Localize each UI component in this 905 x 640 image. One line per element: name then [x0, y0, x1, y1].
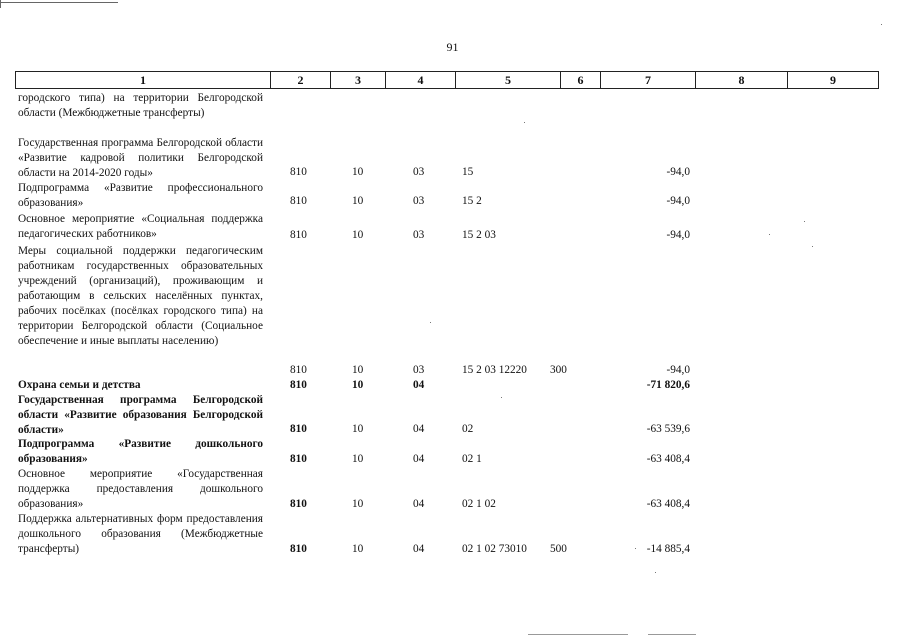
row-expense-type: 300	[550, 364, 567, 376]
row-subsection: 04	[413, 498, 425, 510]
row-section: 10	[352, 498, 364, 510]
row-admin-code: 810	[290, 498, 307, 510]
table-row-description: Меры социальной поддержки педагогическим работникам государственных образовательных учреждений (организаций), проживающим и работающим в сельских населённых пунктах, рабочих посёлках (посёлках городского типа) на территории Белгородской области (Социальное обеспечение и иные выплаты населению)	[18, 245, 263, 347]
table-row-description: Государственная программа Белгородской области «Развитие образования Белгородской области»	[18, 394, 263, 436]
scan-speck	[812, 246, 813, 247]
header-col-7: 7	[601, 72, 696, 88]
row-admin-code: 810	[290, 423, 307, 435]
row-amount: -14 885,4	[646, 543, 690, 555]
table-header	[15, 71, 879, 89]
row-target-article: 02 1 02	[462, 498, 496, 510]
row-admin-code: 810	[290, 195, 307, 207]
row-section: 10	[352, 379, 364, 391]
row-section: 10	[352, 364, 364, 376]
row-target-article: 02	[462, 423, 474, 435]
row-target-article: 02 1 02 73010	[462, 543, 527, 555]
header-col-9: 9	[830, 73, 836, 87]
row-admin-code: 810	[290, 364, 307, 376]
scan-speck	[655, 572, 656, 573]
header-col-4: 4	[386, 72, 456, 88]
row-amount: -94,0	[666, 166, 690, 178]
scan-artifact-line	[528, 634, 628, 635]
header-col-1: 1	[16, 72, 271, 88]
table-row-description: Подпрограмма «Развитие дошкольного образования»	[18, 438, 263, 465]
row-amount: -94,0	[666, 229, 690, 241]
row-section: 10	[352, 166, 364, 178]
table-row-description: Основное мероприятие «Государственная поддержка предоставления дошкольного образования»	[18, 468, 263, 510]
row-target-article: 15 2	[462, 195, 482, 207]
header-col-3: 3	[331, 72, 386, 88]
table-row-description: Охрана семьи и детства	[18, 379, 141, 391]
row-subsection: 03	[413, 195, 425, 207]
table-row-description: Подпрограмма «Развитие профессионального образования»	[18, 182, 263, 209]
row-section: 10	[352, 195, 364, 207]
scan-speck	[501, 397, 502, 398]
row-amount: -63 408,4	[646, 453, 690, 465]
row-amount: -63 539,6	[646, 423, 690, 435]
row-section: 10	[352, 423, 364, 435]
row-admin-code: 810	[290, 229, 307, 241]
row-target-article: 15 2 03 12220	[462, 364, 527, 376]
scan-artifact-line	[0, 2, 118, 3]
table-row-description: Поддержка альтернативных форм предоставления дошкольного образования (Межбюджетные трансферты)	[18, 513, 263, 555]
row-amount: -71 820,6	[646, 379, 690, 391]
scan-speck	[804, 221, 805, 222]
scan-speck	[635, 548, 636, 549]
header-col-8: 8	[696, 72, 788, 88]
scan-speck	[881, 24, 882, 25]
scan-speck	[769, 234, 770, 235]
row-expense-type: 500	[550, 543, 567, 555]
scan-speck	[524, 122, 525, 123]
row-admin-code: 810	[290, 379, 307, 391]
header-col-2: 2	[271, 72, 331, 88]
header-col-6: 6	[561, 72, 601, 88]
row-target-article: 02 1	[462, 453, 482, 465]
row-subsection: 04	[413, 379, 425, 391]
scan-artifact-line	[648, 634, 696, 635]
row-target-article: 15	[462, 166, 474, 178]
row-amount: -94,0	[666, 364, 690, 376]
row-section: 10	[352, 543, 364, 555]
header-col-5: 5	[456, 72, 561, 88]
row-admin-code: 810	[290, 166, 307, 178]
row-subsection: 03	[413, 166, 425, 178]
table-row-description: городского типа) на территории Белгородской области (Межбюджетные трансферты)	[18, 92, 263, 119]
row-subsection: 04	[413, 453, 425, 465]
row-subsection: 03	[413, 229, 425, 241]
row-section: 10	[352, 229, 364, 241]
row-section: 10	[352, 453, 364, 465]
row-amount: -63 408,4	[646, 498, 690, 510]
row-admin-code: 810	[290, 453, 307, 465]
row-subsection: 04	[413, 423, 425, 435]
row-admin-code: 810	[290, 543, 307, 555]
table-row-description: Основное мероприятие «Социальная поддержка педагогических работников»	[18, 213, 263, 240]
row-subsection: 04	[413, 543, 425, 555]
scan-speck	[430, 322, 431, 323]
row-subsection: 03	[413, 364, 425, 376]
row-amount: -94,0	[666, 195, 690, 207]
table-row-description: Государственная программа Белгородской области «Развитие кадровой политики Белгородской области на 2014-2020 годы»	[18, 137, 263, 179]
row-target-article: 15 2 03	[462, 229, 496, 241]
page-number: 91	[446, 40, 459, 54]
scan-artifact-edge	[0, 0, 1, 8]
